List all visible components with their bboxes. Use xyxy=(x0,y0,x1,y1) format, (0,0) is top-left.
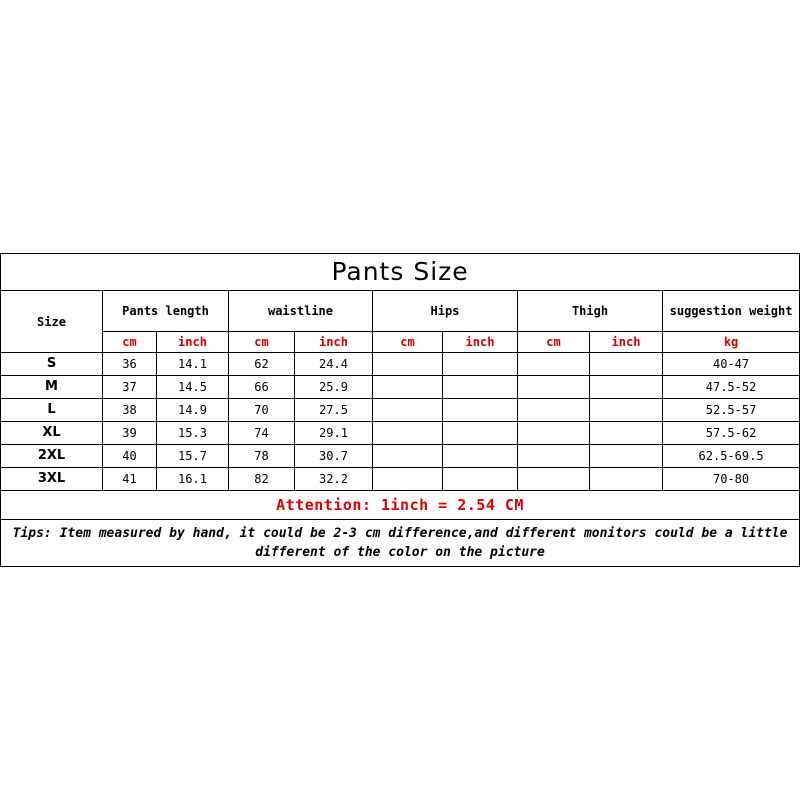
thigh-inch-cell xyxy=(590,399,663,422)
length-cm-cell: 37 xyxy=(103,376,157,399)
weight-cell: 52.5-57 xyxy=(663,399,800,422)
length-inch-cell: 14.5 xyxy=(157,376,229,399)
hips-inch-cell xyxy=(443,422,518,445)
thigh-cm-cell xyxy=(518,422,590,445)
hips-inch-cell xyxy=(443,445,518,468)
size-cell: 3XL xyxy=(1,468,103,491)
thigh-inch-cell xyxy=(590,445,663,468)
pants-length-header: Pants length xyxy=(103,291,229,332)
length-inch-cell: 16.1 xyxy=(157,468,229,491)
weight-cell: 57.5-62 xyxy=(663,422,800,445)
thigh-cm-cell xyxy=(518,353,590,376)
unit-inch: inch xyxy=(443,332,518,353)
table-row xyxy=(1,353,800,376)
length-cm-cell: 38 xyxy=(103,399,157,422)
attention-note: Attention: 1inch = 2.54 CM xyxy=(1,491,800,520)
unit-cm: cm xyxy=(229,332,295,353)
weight-cell: 47.5-52 xyxy=(663,376,800,399)
thigh-inch-cell xyxy=(590,468,663,491)
hips-inch-cell xyxy=(443,399,518,422)
length-inch-cell: 15.3 xyxy=(157,422,229,445)
hips-inch-cell xyxy=(443,468,518,491)
thigh-cm-cell xyxy=(518,445,590,468)
thigh-cm-cell xyxy=(518,468,590,491)
size-chart xyxy=(0,253,800,567)
hips-cm-cell xyxy=(373,353,443,376)
size-cell: L xyxy=(1,399,103,422)
table-row xyxy=(1,399,800,422)
hips-inch-cell xyxy=(443,376,518,399)
waist-inch-cell: 29.1 xyxy=(295,422,373,445)
waist-cm-cell: 74 xyxy=(229,422,295,445)
waist-inch-cell: 24.4 xyxy=(295,353,373,376)
length-cm-cell: 36 xyxy=(103,353,157,376)
waist-inch-cell: 30.7 xyxy=(295,445,373,468)
unit-inch: inch xyxy=(590,332,663,353)
unit-cm: cm xyxy=(103,332,157,353)
weight-cell: 70-80 xyxy=(663,468,800,491)
waist-inch-cell: 32.2 xyxy=(295,468,373,491)
thigh-inch-cell xyxy=(590,422,663,445)
waist-cm-cell: 66 xyxy=(229,376,295,399)
thigh-inch-cell xyxy=(590,353,663,376)
table-row xyxy=(1,445,800,468)
length-cm-cell: 40 xyxy=(103,445,157,468)
table-row xyxy=(1,376,800,399)
size-rows xyxy=(1,353,800,491)
waist-cm-cell: 62 xyxy=(229,353,295,376)
size-cell: 2XL xyxy=(1,445,103,468)
table-row xyxy=(1,468,800,491)
length-inch-cell: 14.1 xyxy=(157,353,229,376)
thigh-inch-cell xyxy=(590,376,663,399)
waistline-header: waistline xyxy=(229,291,373,332)
waist-cm-cell: 82 xyxy=(229,468,295,491)
thigh-header: Thigh xyxy=(518,291,663,332)
unit-kg: kg xyxy=(663,332,800,353)
unit-cm: cm xyxy=(518,332,590,353)
length-inch-cell: 14.9 xyxy=(157,399,229,422)
length-cm-cell: 39 xyxy=(103,422,157,445)
unit-inch: inch xyxy=(295,332,373,353)
waist-inch-cell: 25.9 xyxy=(295,376,373,399)
size-table xyxy=(0,253,800,567)
waist-cm-cell: 70 xyxy=(229,399,295,422)
hips-cm-cell xyxy=(373,399,443,422)
waist-inch-cell: 27.5 xyxy=(295,399,373,422)
hips-inch-cell xyxy=(443,353,518,376)
unit-cm: cm xyxy=(373,332,443,353)
length-cm-cell: 41 xyxy=(103,468,157,491)
hips-header: Hips xyxy=(373,291,518,332)
size-cell: S xyxy=(1,353,103,376)
hips-cm-cell xyxy=(373,445,443,468)
weight-header: suggestion weight xyxy=(663,291,800,332)
waist-cm-cell: 78 xyxy=(229,445,295,468)
weight-cell: 62.5-69.5 xyxy=(663,445,800,468)
size-header: Size xyxy=(1,291,103,353)
unit-inch: inch xyxy=(157,332,229,353)
weight-cell: 40-47 xyxy=(663,353,800,376)
length-inch-cell: 15.7 xyxy=(157,445,229,468)
table-row xyxy=(1,422,800,445)
chart-title: Pants Size xyxy=(1,254,800,291)
thigh-cm-cell xyxy=(518,399,590,422)
size-cell: M xyxy=(1,376,103,399)
size-cell: XL xyxy=(1,422,103,445)
thigh-cm-cell xyxy=(518,376,590,399)
tips-note: Tips: Item measured by hand, it could be 2-3 cm difference,and different monitors could be a little different of the color on the picture xyxy=(1,520,800,567)
hips-cm-cell xyxy=(373,422,443,445)
hips-cm-cell xyxy=(373,468,443,491)
hips-cm-cell xyxy=(373,376,443,399)
